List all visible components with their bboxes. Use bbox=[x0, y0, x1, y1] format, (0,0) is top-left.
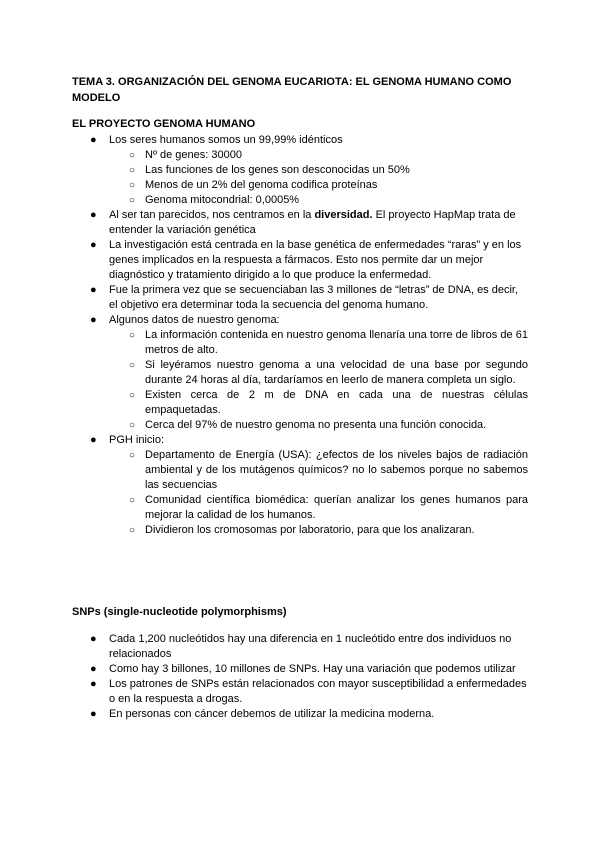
list-subitem: ○ Cerca del 97% de nuestro genoma no presenta una función conocida. bbox=[129, 419, 487, 431]
circle-bullet-icon: ○ bbox=[129, 195, 136, 206]
bullet-icon: ● bbox=[90, 633, 97, 645]
bullet-icon: ● bbox=[90, 314, 97, 326]
bullet-icon: ● bbox=[90, 708, 97, 720]
list-item: ● PGH inicio: bbox=[90, 434, 165, 446]
list-subitem: ○ Genoma mitocondrial: 0,0005% bbox=[129, 194, 300, 206]
list-subitem: ○ Nº de genes: 30000 bbox=[129, 149, 242, 161]
list-item: ● Como hay 3 billones, 10 millones de SNPs. Hay una variación que podemos utilizar bbox=[90, 663, 516, 675]
circle-bullet-icon: ○ bbox=[129, 165, 136, 176]
list-item: ● Los patrones de SNPs están relacionados con mayor susceptibilidad a enfermedades o en la respuesta a drogas. bbox=[90, 678, 527, 705]
circle-bullet-icon: ○ bbox=[129, 360, 136, 371]
genome-project-list bbox=[72, 133, 528, 538]
list-item: ● La investigación está centrada en la base genética de enfermedades “raras” y en los genes implicados en la respuesta a fármacos. Esto nos permite dar un mejor diagnóstico y tratamiento dirigido a lo que produce la enfermedad. bbox=[90, 239, 522, 281]
section-heading-genome-project: EL PROYECTO GENOMA HUMANO bbox=[72, 118, 256, 130]
list-subitem: ○ Menos de un 2% del genoma codifica proteínas bbox=[129, 179, 378, 191]
bullet-icon: ● bbox=[90, 134, 97, 146]
list-subitem: ○ Si leyéramos nuestro genoma a una velocidad de una base por segundo durante 24 horas al día, tardaríamos en leerlo de manera completa un siglo. bbox=[129, 359, 528, 386]
circle-bullet-icon: ○ bbox=[129, 495, 136, 506]
circle-bullet-icon: ○ bbox=[129, 330, 136, 341]
list-subitem: ○ Comunidad científica biomédica: querían analizar los genes humanos para mejorar la calidad de los humanos. bbox=[129, 494, 528, 521]
list-item: ● Cada 1,200 nucleótidos hay una diferencia en 1 nucleótido entre dos individuos no relacionados bbox=[90, 633, 512, 660]
list-item: ● Fue la primera vez que se secuenciaban las 3 millones de “letras” de DNA, es decir, el objetivo era determinar toda la secuencia del genoma humano. bbox=[90, 284, 519, 311]
list-item: ● Los seres humanos somos un 99,99% idénticos bbox=[90, 134, 343, 146]
bullet-icon: ● bbox=[90, 239, 97, 251]
list-item: ● En personas con cáncer debemos de utilizar la medicina moderna. bbox=[90, 708, 435, 720]
circle-bullet-icon: ○ bbox=[129, 180, 136, 191]
circle-bullet-icon: ○ bbox=[129, 150, 136, 161]
list-item: ● Al ser tan parecidos, nos centramos en la diversidad. El proyecto HapMap trata de entender la variación genética bbox=[90, 209, 516, 236]
list-subitem: ○ Existen cerca de 2 m de DNA en cada una de nuestras células empaquetadas. bbox=[129, 389, 528, 416]
bullet-icon: ● bbox=[90, 678, 97, 690]
list-subitem: ○ Las funciones de los genes son desconocidas un 50% bbox=[129, 164, 410, 176]
list-subitem: ○ La información contenida en nuestro genoma llenaría una torre de libros de 61 metros de alto. bbox=[129, 329, 528, 356]
circle-bullet-icon: ○ bbox=[129, 390, 136, 401]
section-heading-snps: SNPs (single-nucleotide polymorphisms) bbox=[72, 606, 287, 618]
list-subitem: ○ Dividieron los cromosomas por laboratorio, para que los analizaran. bbox=[129, 524, 475, 536]
bullet-icon: ● bbox=[90, 663, 97, 675]
circle-bullet-icon: ○ bbox=[129, 450, 136, 461]
bullet-icon: ● bbox=[90, 284, 97, 296]
snps-list bbox=[72, 632, 528, 722]
list-item: ● Algunos datos de nuestro genoma: bbox=[90, 314, 280, 326]
bullet-icon: ● bbox=[90, 209, 97, 221]
list-subitem: ○ Departamento de Energía (USA): ¿efectos de los niveles bajos de radiación ambiental y de los mutágenos químicos? no lo sabemos porque no sabemos las secuencias bbox=[129, 449, 528, 491]
circle-bullet-icon: ○ bbox=[129, 420, 136, 431]
page-title: TEMA 3. ORGANIZACIÓN DEL GENOMA EUCARIOTA: EL GENOMA HUMANO COMO MODELO bbox=[72, 76, 512, 104]
bullet-icon: ● bbox=[90, 434, 97, 446]
circle-bullet-icon: ○ bbox=[129, 525, 136, 536]
